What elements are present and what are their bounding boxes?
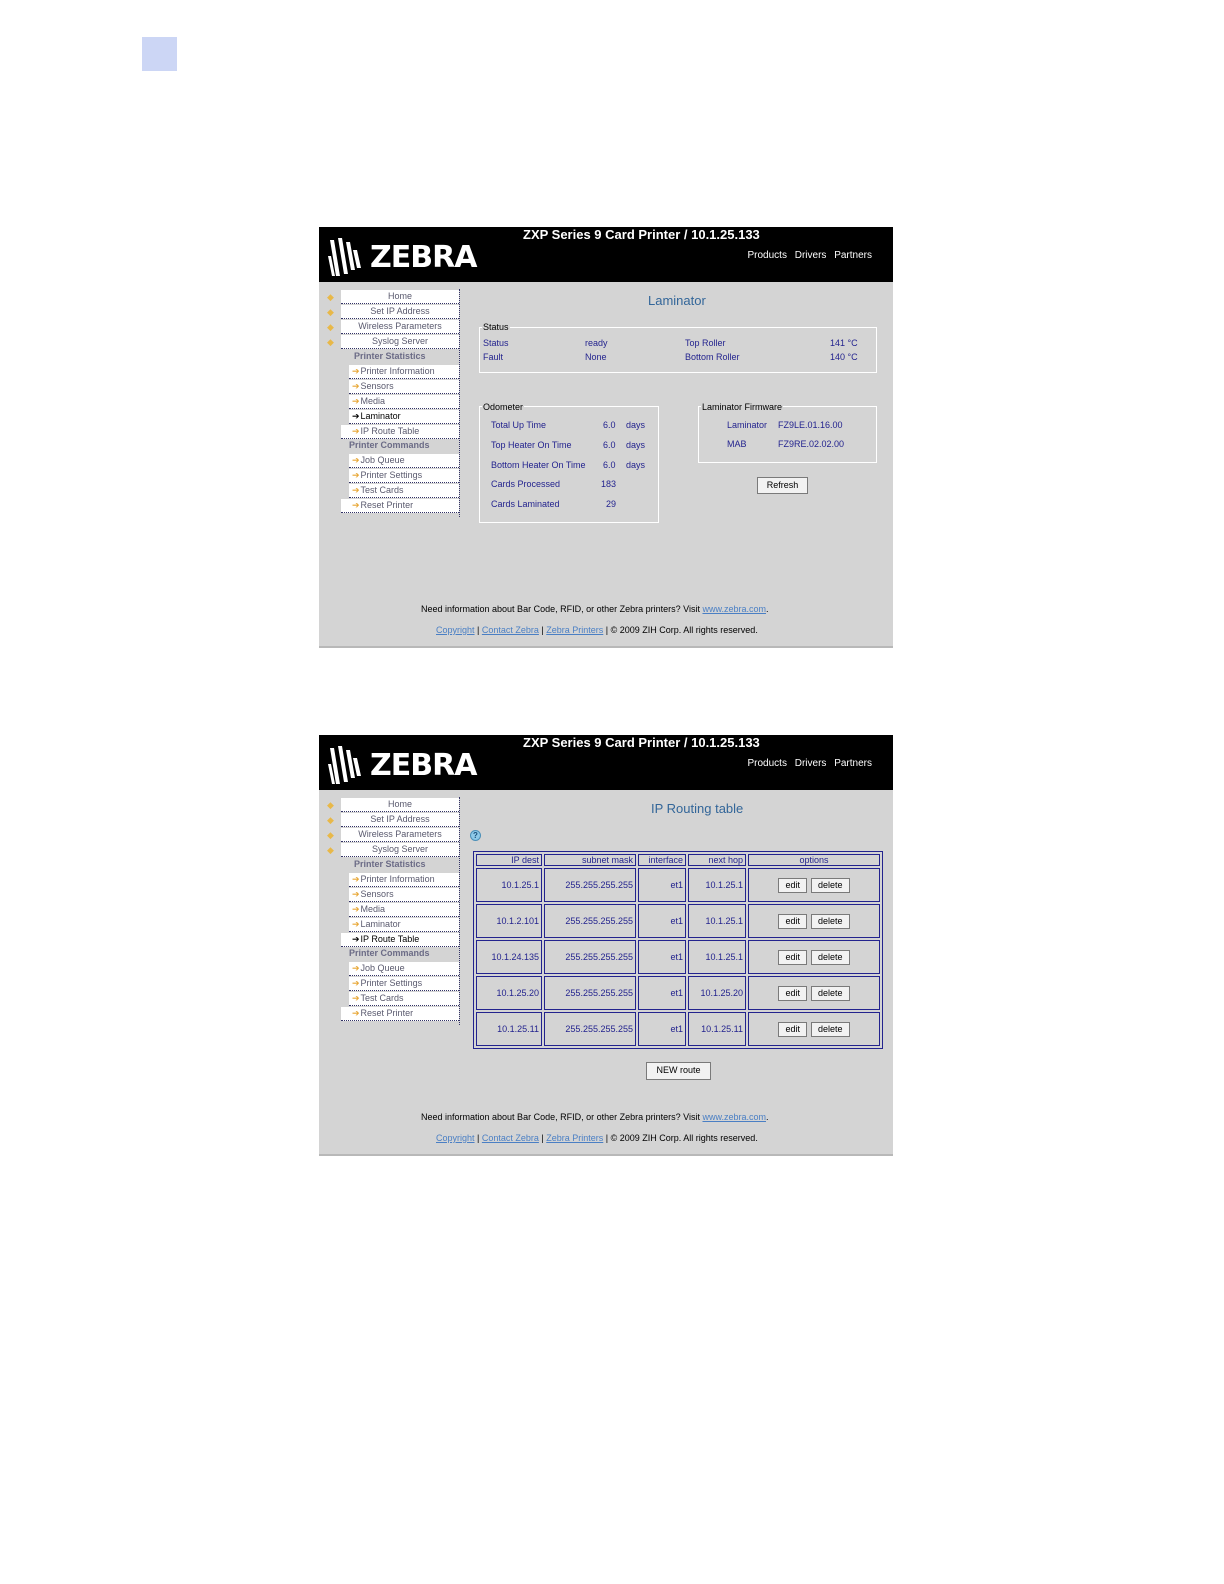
odometer-label: Total Up Time: [491, 420, 547, 430]
nav-syslog-server[interactable]: Syslog Server: [341, 843, 459, 857]
bullet-icon: ◆: [327, 830, 334, 840]
nav-section-printer-statistics: Printer Statistics: [354, 351, 426, 361]
zebra-logo[interactable]: [326, 236, 476, 280]
arrow-right-icon: ➔: [352, 411, 360, 421]
table-row: [476, 1012, 880, 1046]
site-header: [319, 735, 893, 790]
arrow-right-icon: ➔: [352, 963, 360, 973]
arrow-right-icon: ➔: [352, 1008, 360, 1018]
arrow-right-icon: ➔: [352, 919, 360, 929]
odometer-value: 29: [606, 499, 617, 509]
new-route-button[interactable]: NEW route: [646, 1062, 711, 1080]
column-header-interface: interface: [638, 854, 686, 866]
laminator-title: Laminator: [648, 293, 706, 308]
odometer-unit: days: [626, 460, 646, 470]
nav-sensors[interactable]: ➔Sensors: [349, 380, 459, 394]
zebra-website-link[interactable]: www.zebra.com: [702, 1112, 767, 1122]
top-roller-value: 141 °C: [830, 338, 858, 348]
nav-job-queue[interactable]: ➔Job Queue: [349, 962, 459, 976]
nav-printer-settings[interactable]: ➔Printer Settings: [349, 977, 459, 991]
next-hop-cell: 10.1.25.1: [688, 940, 746, 974]
firmware-legend: Laminator Firmware: [702, 402, 783, 412]
arrow-right-icon: ➔: [352, 904, 360, 914]
products-link[interactable]: Products: [747, 758, 787, 769]
nav-printer-settings[interactable]: ➔Printer Settings: [349, 469, 459, 483]
page-heading: ZXP Series 9 Card Printer / 10.1.25.133: [523, 735, 760, 750]
fault-label: Fault: [483, 352, 504, 362]
odometer-value: 6.0: [603, 420, 616, 430]
next-hop-cell: 10.1.25.20: [688, 976, 746, 1010]
delete-button[interactable]: delete: [811, 950, 850, 965]
next-hop-cell: 10.1.25.11: [688, 1012, 746, 1046]
arrow-right-icon: ➔: [352, 485, 360, 495]
nav-job-queue[interactable]: ➔Job Queue: [349, 454, 459, 468]
edit-button[interactable]: edit: [778, 878, 807, 893]
table-row: [476, 940, 880, 974]
nav-set-ip-address[interactable]: Set IP Address: [341, 305, 459, 319]
help-icon[interactable]: ?: [470, 830, 481, 841]
table-header-row: [476, 854, 880, 866]
status-box: [479, 327, 877, 373]
nav-syslog-server[interactable]: Syslog Server: [341, 335, 459, 349]
nav-wireless-parameters[interactable]: Wireless Parameters: [341, 828, 459, 842]
nav-test-cards[interactable]: ➔Test Cards: [349, 992, 459, 1006]
nav-sensors[interactable]: ➔Sensors: [349, 888, 459, 902]
logo-wordmark: ZEBRA: [370, 240, 477, 275]
partners-link[interactable]: Partners: [834, 758, 872, 769]
subnet-mask-cell: 255.255.255.255: [544, 976, 636, 1010]
arrow-right-icon: ➔: [352, 934, 360, 944]
interface-cell: et1: [638, 868, 686, 902]
bullet-icon: ◆: [327, 292, 334, 302]
table-row: [476, 868, 880, 902]
bullet-icon: ◆: [327, 337, 334, 347]
nav-printer-information[interactable]: ➔Printer Information: [349, 365, 459, 379]
zebra-head-icon: [326, 236, 366, 278]
zebra-website-link[interactable]: www.zebra.com: [702, 604, 767, 614]
laminator-firmware-value: FZ9LE.01.16.00: [778, 420, 843, 430]
page-corner-tab: [142, 37, 177, 71]
status-label: Status: [483, 338, 509, 348]
next-hop-cell: 10.1.25.1: [688, 904, 746, 938]
bottom-roller-value: 140 °C: [830, 352, 858, 362]
ip-dest-cell: 10.1.2.101: [476, 904, 542, 938]
footer-links: Copyright | Contact Zebra | Zebra Printers | © 2009 ZIH Corp. All rights reserved.: [436, 1133, 758, 1143]
arrow-right-icon: ➔: [352, 874, 360, 884]
column-header-ip-dest: IP dest: [476, 854, 542, 866]
options-cell: [748, 940, 880, 974]
products-link[interactable]: Products: [747, 250, 787, 261]
options-cell: [748, 1012, 880, 1046]
subnet-mask-cell: 255.255.255.255: [544, 940, 636, 974]
bullet-icon: ◆: [327, 845, 334, 855]
site-header: [319, 227, 893, 282]
interface-cell: et1: [638, 976, 686, 1010]
routing-table: [473, 851, 883, 1049]
contact-zebra-link[interactable]: Contact Zebra: [481, 625, 539, 635]
status-legend: Status: [483, 322, 509, 332]
column-header-options: options: [748, 854, 880, 866]
subnet-mask-cell: 255.255.255.255: [544, 1012, 636, 1046]
arrow-right-icon: ➔: [352, 978, 360, 988]
partners-link[interactable]: Partners: [834, 250, 872, 261]
zebra-printers-link[interactable]: Zebra Printers: [546, 625, 604, 635]
interface-cell: et1: [638, 1012, 686, 1046]
bottom-roller-label: Bottom Roller: [685, 352, 740, 362]
logo-wordmark: ZEBRA: [370, 748, 477, 783]
mab-value: FZ9RE.02.02.00: [778, 439, 845, 449]
drivers-link[interactable]: Drivers: [794, 758, 827, 769]
arrow-right-icon: ➔: [352, 500, 360, 510]
nav-section-printer-statistics: Printer Statistics: [354, 859, 426, 869]
interface-cell: et1: [638, 940, 686, 974]
arrow-right-icon: ➔: [352, 993, 360, 1003]
odometer-label: Cards Laminated: [491, 499, 560, 509]
copyright-link[interactable]: Copyright: [436, 1133, 475, 1143]
subnet-mask-cell: 255.255.255.255: [544, 904, 636, 938]
arrow-right-icon: ➔: [352, 381, 360, 391]
options-cell: [748, 976, 880, 1010]
odometer-unit: days: [626, 420, 646, 430]
firmware-box: [698, 406, 877, 463]
copyright-notice: © 2009 ZIH Corp. All rights reserved.: [610, 1133, 758, 1143]
bullet-icon: ◆: [327, 815, 334, 825]
laminator-screenshot: [319, 227, 893, 648]
odometer-value: 6.0: [603, 460, 616, 470]
nav-section-printer-commands: Printer Commands: [349, 948, 430, 958]
odometer-legend: Odometer: [483, 402, 524, 412]
top-links: [743, 758, 873, 769]
arrow-right-icon: ➔: [352, 366, 360, 376]
edit-button[interactable]: edit: [778, 950, 807, 965]
drivers-link[interactable]: Drivers: [794, 250, 827, 261]
nav-laminator[interactable]: ➔Laminator: [349, 410, 459, 424]
column-header-next-hop: next hop: [688, 854, 746, 866]
bullet-icon: ◆: [327, 307, 334, 317]
ip-dest-cell: 10.1.25.1: [476, 868, 542, 902]
nav-media[interactable]: ➔Media: [349, 395, 459, 409]
nav-media[interactable]: ➔Media: [349, 903, 459, 917]
arrow-right-icon: ➔: [352, 426, 360, 436]
arrow-right-icon: ➔: [352, 470, 360, 480]
laminator-firmware-label: Laminator: [727, 420, 768, 430]
copyright-link[interactable]: Copyright: [436, 625, 475, 635]
delete-button[interactable]: delete: [811, 986, 850, 1001]
routing-title: IP Routing table: [651, 801, 744, 816]
nav-printer-information[interactable]: ➔Printer Information: [349, 873, 459, 887]
ip-routing-screenshot: [319, 735, 893, 1156]
odometer-unit: days: [626, 440, 646, 450]
delete-button[interactable]: delete: [811, 914, 850, 929]
fault-value: None: [585, 352, 607, 362]
footer-note: Need information about Bar Code, RFID, or other Zebra printers? Visit www.zebra.com.: [421, 1112, 769, 1122]
table-row: [476, 976, 880, 1010]
nav-home[interactable]: Home: [341, 290, 459, 304]
arrow-right-icon: ➔: [352, 396, 360, 406]
footer-links: Copyright | Contact Zebra | Zebra Printers | © 2009 ZIH Corp. All rights reserved.: [436, 625, 758, 635]
arrow-right-icon: ➔: [352, 455, 360, 465]
nav-section-printer-commands: Printer Commands: [349, 440, 430, 450]
contact-zebra-link[interactable]: Contact Zebra: [481, 1133, 539, 1143]
column-header-subnet-mask: subnet mask: [544, 854, 636, 866]
ip-dest-cell: 10.1.24.135: [476, 940, 542, 974]
subnet-mask-cell: 255.255.255.255: [544, 868, 636, 902]
footer-note: Need information about Bar Code, RFID, or other Zebra printers? Visit www.zebra.com.: [421, 604, 769, 614]
options-cell: [748, 868, 880, 902]
odometer-label: Bottom Heater On Time: [491, 460, 586, 470]
top-links: [743, 250, 873, 261]
bullet-icon: ◆: [327, 322, 334, 332]
odometer-value: 183: [601, 479, 617, 489]
nav-reset-printer[interactable]: ➔Reset Printer: [341, 499, 459, 513]
nav-home[interactable]: Home: [341, 798, 459, 812]
edit-button[interactable]: edit: [778, 986, 807, 1001]
odometer-label: Cards Processed: [491, 479, 561, 489]
table-row: [476, 904, 880, 938]
delete-button[interactable]: delete: [811, 1022, 850, 1037]
top-roller-label: Top Roller: [685, 338, 726, 348]
interface-cell: et1: [638, 904, 686, 938]
zebra-head-icon: [326, 744, 366, 786]
options-cell: [748, 904, 880, 938]
edit-button[interactable]: edit: [778, 914, 807, 929]
edit-button[interactable]: edit: [778, 1022, 807, 1037]
odometer-value: 6.0: [603, 440, 616, 450]
ip-dest-cell: 10.1.25.11: [476, 1012, 542, 1046]
refresh-button[interactable]: Refresh: [757, 477, 808, 494]
copyright-notice: © 2009 ZIH Corp. All rights reserved.: [610, 625, 758, 635]
nav-wireless-parameters[interactable]: Wireless Parameters: [341, 320, 459, 334]
delete-button[interactable]: delete: [811, 878, 850, 893]
page-heading: ZXP Series 9 Card Printer / 10.1.25.133: [523, 227, 760, 242]
nav-ip-route-table[interactable]: ➔IP Route Table: [341, 933, 459, 947]
nav-test-cards[interactable]: ➔Test Cards: [349, 484, 459, 498]
nav-set-ip-address[interactable]: Set IP Address: [341, 813, 459, 827]
ip-dest-cell: 10.1.25.20: [476, 976, 542, 1010]
bullet-icon: ◆: [327, 800, 334, 810]
zebra-logo[interactable]: [326, 744, 476, 788]
odometer-label: Top Heater On Time: [491, 440, 572, 450]
nav-reset-printer[interactable]: ➔Reset Printer: [341, 1007, 459, 1021]
mab-label: MAB: [727, 439, 747, 449]
nav-ip-route-table[interactable]: ➔IP Route Table: [341, 425, 459, 439]
arrow-right-icon: ➔: [352, 889, 360, 899]
nav-laminator[interactable]: ➔Laminator: [349, 918, 459, 932]
next-hop-cell: 10.1.25.1: [688, 868, 746, 902]
zebra-printers-link[interactable]: Zebra Printers: [546, 1133, 604, 1143]
status-value: ready: [585, 338, 608, 348]
